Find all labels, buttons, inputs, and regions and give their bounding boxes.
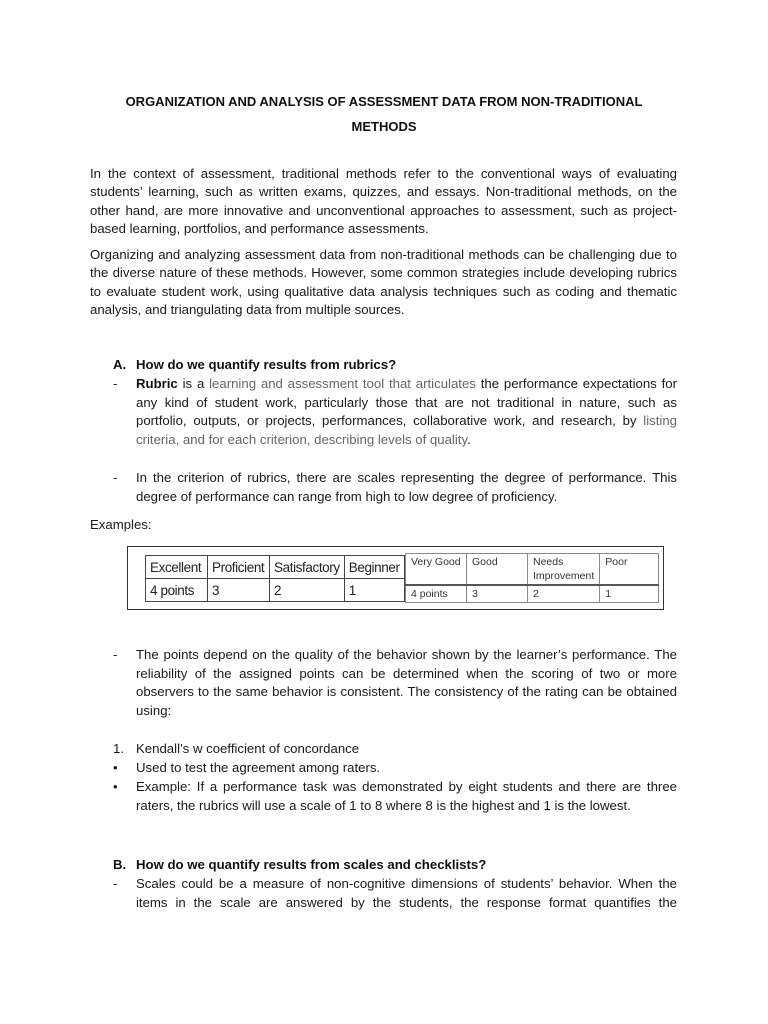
numbered-item-1 [113, 740, 677, 759]
bullet-item [113, 778, 677, 815]
section-a-heading-text: How do we quantify results from rubrics? [136, 357, 397, 372]
section-b-heading [113, 857, 486, 872]
scales-text: Scales could be a measure of non-cognitive dimensions of students’ behavior. When the items in the scale are answered by the students, the response format quantifies the [136, 876, 677, 910]
numbered-item-text: Kendall’s w coefficient of concordance [136, 741, 360, 756]
dash-marker: - [113, 470, 118, 485]
example-rubric-table-1 [145, 555, 405, 602]
scales-item [113, 875, 677, 912]
examples-label: Examples: [90, 517, 152, 532]
table-row [406, 585, 659, 603]
intro-paragraph-1: In the context of assessment, traditional methods refer to the conventional ways of evaluating students’ learning, such as written exams, quizzes, and essays. Non-traditional methods, on the other hand, are more innovative and unconventional approaches to assessment, such as project-based learning, portfolios, and performance assessments. [90, 166, 677, 236]
number-marker: 1. [113, 741, 124, 756]
bullet-text: Used to test the agreement among raters. [136, 760, 381, 775]
points-text: The points depend on the quality of the behavior shown by the learner’s performance. The reliability of the assigned points can be determined when the scoring of two or more observers to the same behavior is consistent. The consistency of the rating can be obtained using: [136, 647, 677, 718]
rubric-gray-text-2: listing criteria, and for each criterion, describing levels of quality [136, 413, 677, 447]
table-header-row [406, 554, 659, 586]
criterion-item [113, 469, 677, 506]
rubric-definition-item [113, 375, 677, 449]
rubric-term: Rubric [136, 376, 178, 391]
table-cell: Poor [600, 554, 659, 586]
table-cell: 3 [467, 585, 528, 603]
bullet-text: Example: If a performance task was demonstrated by eight students and there are three raters, the rubrics will use a scale of 1 to 8 where 8 is the highest and 1 is the lowest. [136, 779, 677, 813]
table-cell: Proficient [208, 556, 270, 579]
table-cell: 1 [344, 579, 404, 602]
document-title-line-1: ORGANIZATION AND ANALYSIS OF ASSESSMENT DATA FROM NON-TRADITIONAL [125, 94, 643, 109]
section-b-heading-text: How do we quantify results from scales and checklists? [136, 857, 487, 872]
rubric-text-1: is a [177, 376, 210, 391]
example-rubric-table-2 [405, 553, 659, 603]
bullet-marker: • [113, 779, 118, 794]
dash-marker: - [113, 876, 118, 891]
rubric-text-3: . [467, 431, 471, 447]
table-cell: Excellent [146, 556, 208, 579]
table-cell: 3 [208, 579, 270, 602]
points-item [113, 646, 677, 720]
criterion-text: In the criterion of rubrics, there are scales representing the degree of performance. This degree of performance can range from high to low degree of proficiency. [136, 470, 677, 504]
rubric-text-2: the performance expectations for any kind of student work, particularly those that are not traditional in nature, such as portfolio, outputs, or projects, performances, collaborative work, and research, by [136, 376, 677, 429]
document-title-line-2: METHODS [351, 119, 417, 134]
section-b-marker: B. [113, 857, 127, 872]
table-cell: 1 [600, 585, 659, 603]
rubric-definition-text [136, 375, 677, 449]
table-header-row [146, 556, 405, 579]
dash-marker: - [113, 376, 118, 391]
table-cell: 2 [270, 579, 345, 602]
dash-marker: - [113, 647, 118, 662]
bullet-marker: • [113, 760, 118, 775]
table-cell: 2 [528, 585, 600, 603]
table-row [146, 579, 405, 602]
section-a-marker: A. [113, 357, 127, 372]
table-cell: Very Good [406, 554, 467, 586]
intro-paragraph-2: Organizing and analyzing assessment data from non-traditional methods can be challenging due to the diverse nature of these methods. However, some common strategies include developing rubrics to evaluate student work, using qualitative data analysis techniques such as coding and thematic analysis, and triangulating data from multiple sources. [90, 247, 677, 317]
section-a-heading [113, 357, 396, 372]
table-cell: 4 points [146, 579, 208, 602]
table-cell: Beginner [344, 556, 404, 579]
rubric-gray-text-1: learning and assessment tool that articulates [209, 376, 476, 391]
table-cell: Good [467, 554, 528, 586]
table-cell: Satisfactory [270, 556, 345, 579]
table-cell: Needs Improvement [528, 554, 600, 586]
bullet-item [113, 759, 677, 778]
table-cell: 4 points [406, 585, 467, 603]
